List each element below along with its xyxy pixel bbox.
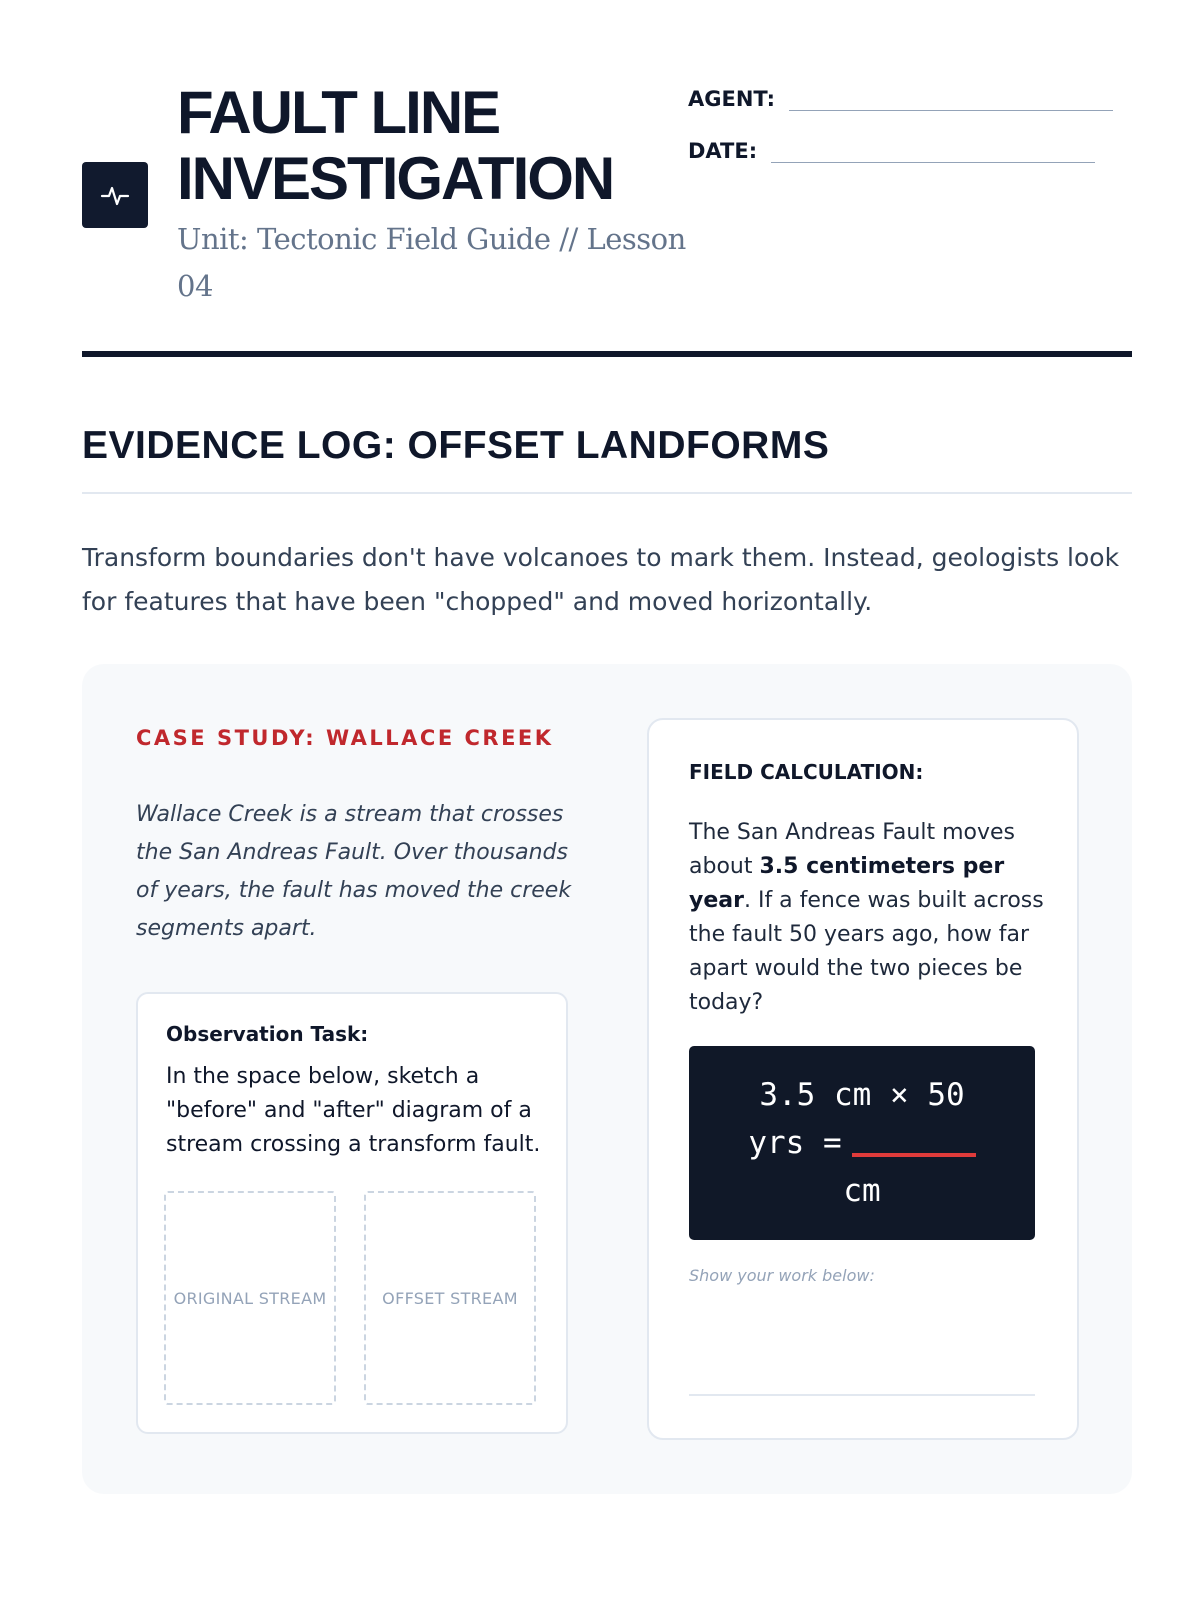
work-answer-line[interactable]: [689, 1394, 1035, 1396]
observation-task-text: In the space below, sketch a "before" and "after" diagram of a stream crossing a transform fault.: [166, 1064, 541, 1157]
worksheet-page: [82, 0, 1132, 1600]
calc-text-part: The San Andreas Fault moves about: [689, 820, 1015, 879]
date-label: DATE:: [688, 139, 758, 163]
case-study-title: CASE STUDY: WALLACE CREEK: [136, 726, 554, 750]
formula-equals: yrs =: [748, 1125, 842, 1161]
field-calculation-text: [689, 816, 1049, 1020]
page-title: [177, 80, 697, 212]
title-line-1: FAULT LINE: [177, 79, 500, 146]
field-calculation-label: FIELD CALCULATION:: [689, 760, 924, 784]
agent-row: [688, 86, 1113, 111]
formula-line-1: 3.5 cm × 50: [759, 1077, 965, 1113]
header-divider: [82, 351, 1132, 357]
original-stream-sketch-box[interactable]: [164, 1191, 336, 1405]
unit-subtitle: Unit: Tectonic Field Guide // Lesson 04: [177, 222, 686, 303]
formula-unit: cm: [843, 1173, 881, 1209]
observation-task-label: Observation Task:: [166, 1022, 369, 1046]
date-row: [688, 138, 1095, 163]
offset-stream-sketch-box[interactable]: [364, 1191, 536, 1405]
show-work-label: Show your work below:: [689, 1266, 875, 1285]
answer-blank[interactable]: [852, 1153, 976, 1157]
field-calculation-card: [647, 718, 1079, 1440]
pulse-waveform-icon: [82, 162, 148, 228]
offset-stream-label: OFFSET STREAM: [382, 1288, 518, 1308]
section-intro: Transform boundaries don't have volcanoes to mark them. Instead, geologists look for features that have been "chopped" and moved horizontally.: [82, 543, 1120, 616]
case-study-text: Wallace Creek is a stream that crosses the San Andreas Fault. Over thousands of years, the fault has moved the creek segments apart.: [136, 802, 572, 941]
calc-question-part: . If a fence was built across the fault 50 years ago, how far apart would the two pieces be today?: [689, 888, 1044, 1015]
formula-line-2: [689, 1119, 1035, 1167]
agent-field[interactable]: [789, 86, 1113, 111]
title-line-2: INVESTIGATION: [177, 145, 614, 212]
section-title: EVIDENCE LOG: OFFSET LANDFORMS: [82, 424, 830, 467]
section-divider: [82, 492, 1132, 494]
formula-box: [689, 1046, 1035, 1240]
calc-rate-emphasis: 3.5 centimeters per year: [689, 854, 1005, 913]
date-field[interactable]: [771, 138, 1095, 163]
observation-task-card: [136, 992, 568, 1434]
original-stream-label: ORIGINAL STREAM: [173, 1288, 327, 1308]
agent-label: AGENT:: [688, 87, 775, 111]
